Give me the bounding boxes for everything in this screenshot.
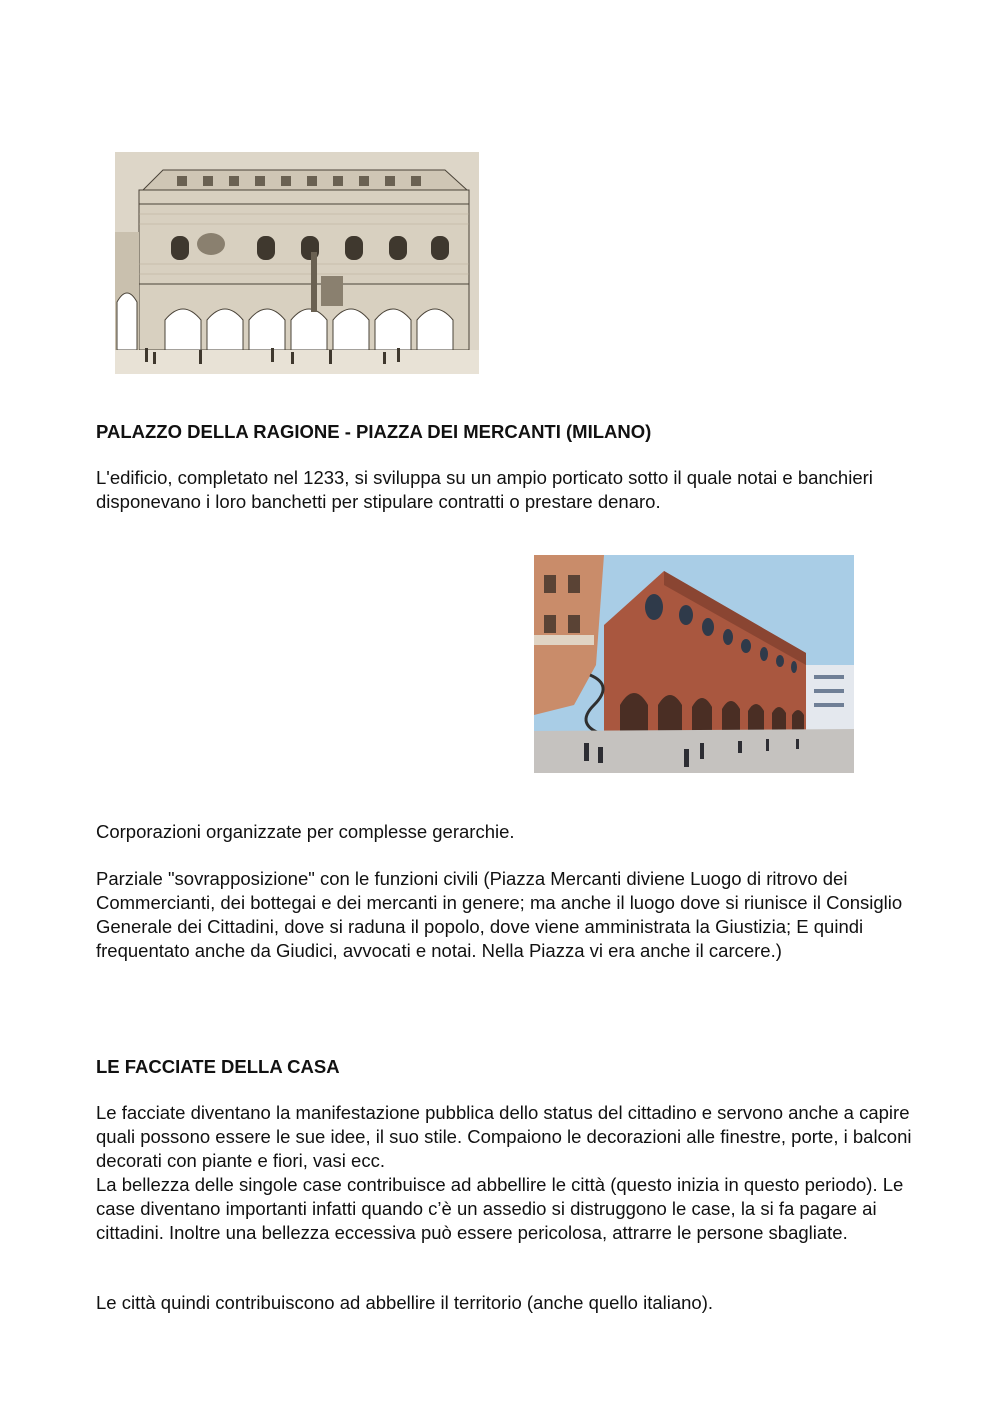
engraving-image	[115, 152, 479, 374]
photo-image	[534, 555, 854, 773]
paragraph-corporazioni: Corporazioni organizzate per complesse gerarchie.	[96, 821, 515, 842]
paragraph-citta: Le città quindi contribuiscono ad abbellire il territorio (anche quello italiano).	[96, 1292, 714, 1313]
paragraph-edificio: L'edificio, completato nel 1233, si sviluppa su un ampio porticato sotto il quale notai e banchieri disponevano i loro banchetti per stipulare contratti o prestare denaro.	[96, 467, 873, 512]
section-title-palazzo: PALAZZO DELLA RAGIONE - PIAZZA DEI MERCANTI (MILANO)	[96, 421, 652, 442]
paragraph-facciate: Le facciate diventano la manifestazione pubblica dello status del cittadino e servono anche a capire quali possono essere le sue idee, il suo stile. Compaiono le decorazioni alle finestre, porte, i balconi decorati con piante e fiori, vasi ecc.	[96, 1102, 912, 1171]
paragraph-sovrapposizione: Parziale "sovrapposizione" con le funzioni civili (Piazza Mercanti diviene Luogo di ritrovo dei Commercianti, dei bottegai e dei mercanti in genere; ma anche il luogo dove si riunisce il Consiglio Generale dei Cittadini, dove si raduna il popolo, dove viene amministrata la Giustizia; E quindi frequentato anche da Giudici, avvocati e notai. Nella Piazza vi era anche il carcere.)	[96, 868, 903, 961]
paragraph-bellezza: La bellezza delle singole case contribuisce ad abbellire le città (questo inizia in questo periodo). Le case diventano importanti infatti quando c’è un assedio si distruggono le case, la si fa pagare ai cittadini. Inoltre una bellezza eccessiva può essere pericolosa, attrarre le persone sbagliate.	[96, 1174, 904, 1243]
section-title-facciate: LE FACCIATE DELLA CASA	[96, 1056, 340, 1077]
